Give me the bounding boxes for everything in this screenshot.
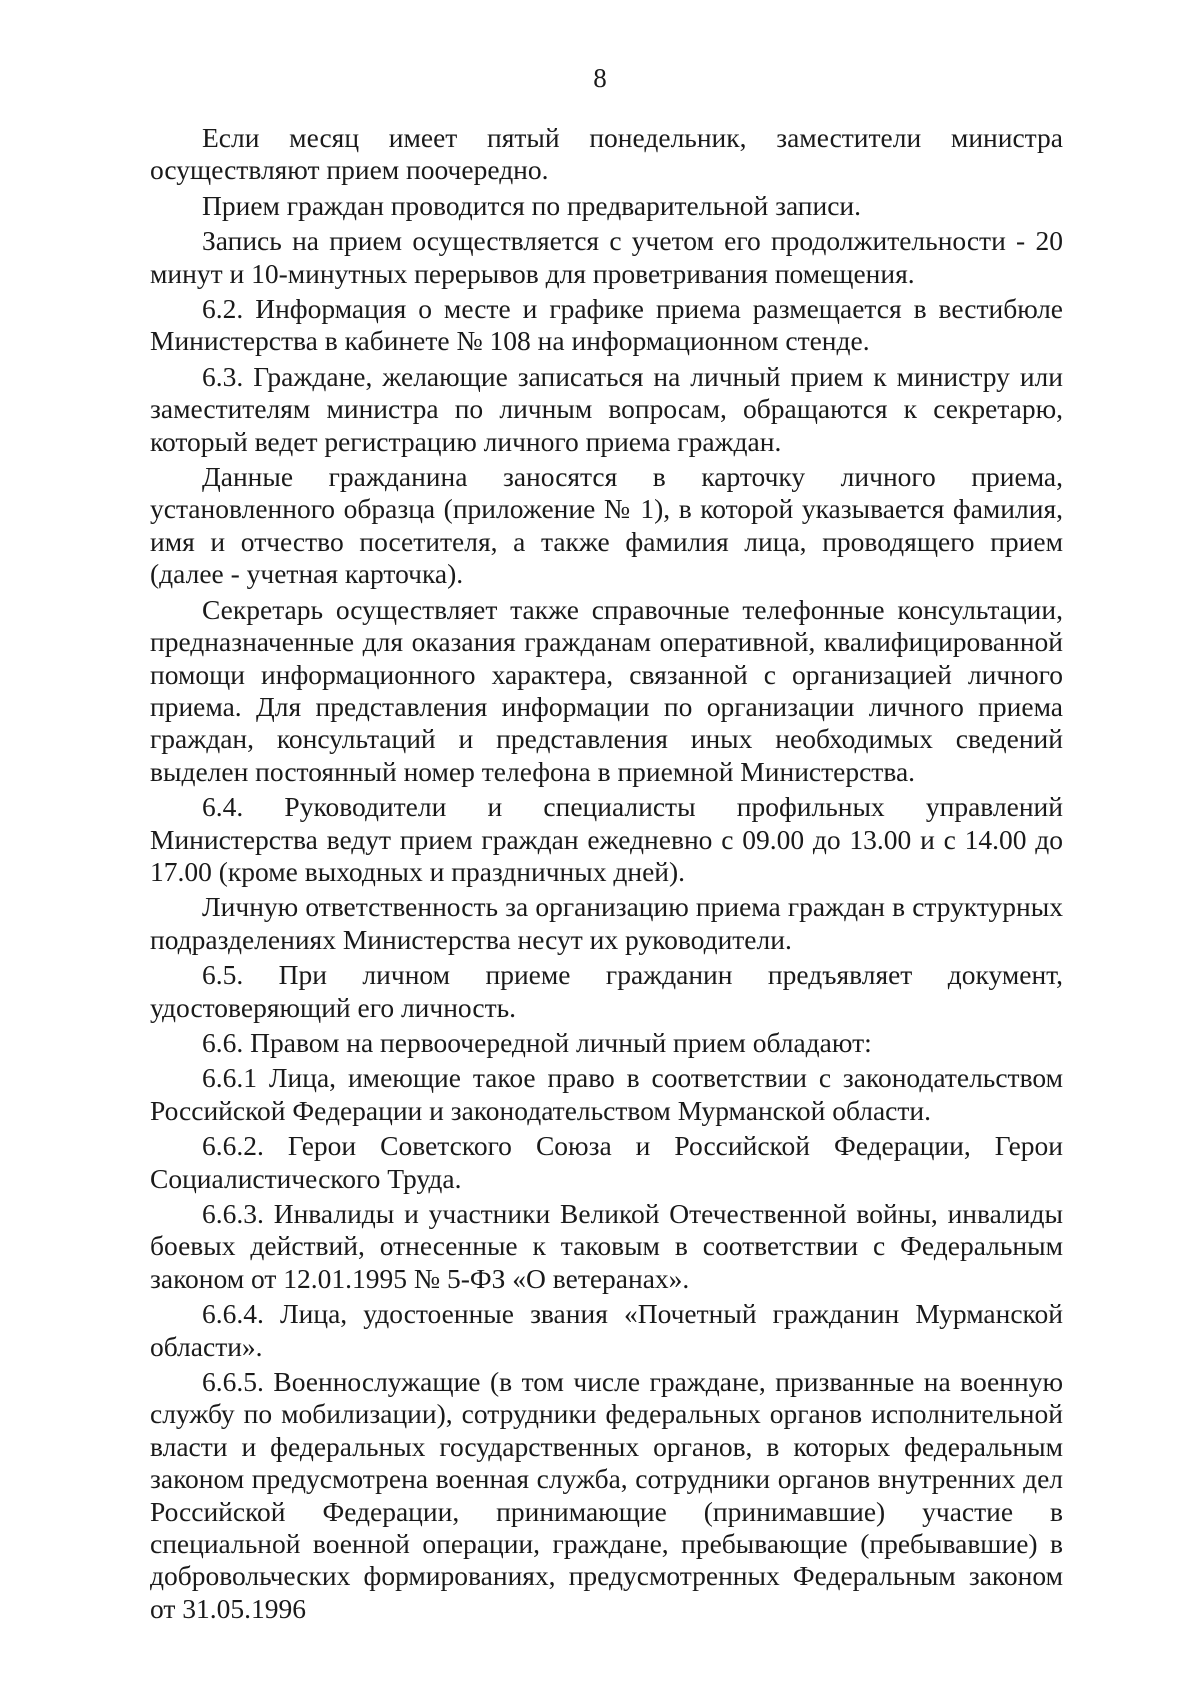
paragraph: 6.6.3. Инвалиды и участники Великой Отечественной войны, инвалиды боевых действий, отнесенные к таковым в соответствии с Федеральным законом от 12.01.1995 № 5-ФЗ «О ветеранах». xyxy=(150,1198,1063,1294)
paragraph: 6.6.1 Лица, имеющие такое право в соответствии с законодательством Российской Федерации и законодательством Мурманской области. xyxy=(150,1062,1063,1126)
paragraph: 6.6. Правом на первоочередной личный прием обладают: xyxy=(202,1026,872,1058)
paragraph: 6.3. Граждане, желающие записаться на личный прием к министру или заместителям министра по личным вопросам, обращаются к секретарю, который ведет регистрацию личного приема граждан. xyxy=(150,360,1063,457)
paragraph: Личную ответственность за организацию приема граждан в структурных подразделениях Министерства несут их руководители. xyxy=(150,891,1063,955)
paragraph: Если месяц имеет пятый понедельник, заместители министра осуществляют прием поочередно. xyxy=(150,122,1063,186)
paragraph: 6.6.5. Военнослужащие (в том числе граждане, призванные на военную службу по мобилизации), сотрудники федеральных органов исполнительной власти и федеральных государственных органов, в которых федеральным законом предусмотрена военная служба, сотрудники органов внутренних дел Российской Федерации, принимающие (принимавшие) участие в специальной военной операции, граждане, пребывающие (пребывавшие) в добровольческих формированиях, предусмотренных Федеральным законом от 31.05.1996 xyxy=(150,1366,1063,1624)
paragraph: Запись на прием осуществляется с учетом его продолжительности - 20 минут и 10-минутных перерывов для проветривания помещения. xyxy=(150,225,1063,289)
paragraph: 6.6.4. Лица, удостоенные звания «Почетный гражданин Мурманской области». xyxy=(150,1298,1063,1362)
paragraph: 6.5. При личном приеме гражданин предъявляет документ, удостоверяющий его личность. xyxy=(150,959,1063,1023)
page-number: 8 xyxy=(593,63,607,93)
document-body xyxy=(150,122,1063,1628)
paragraph: Данные гражданина заносятся в карточку личного приема, установленного образца (приложение № 1), в которой указывается фамилия, имя и отчество посетителя, а также фамилия лица, проводящего прием (далее - учетная карточка). xyxy=(150,461,1063,590)
paragraph: Прием граждан проводится по предварительной записи. xyxy=(202,189,862,221)
paragraph: 6.6.2. Герои Советского Союза и Российской Федерации, Герои Социалистического Труда. xyxy=(150,1130,1063,1194)
paragraph: Секретарь осуществляет также справочные телефонные консультации, предназначенные для оказания гражданам оперативной, квалифицированной помощи информационного характера, связанной с организацией личного приема. Для представления информации по организации личного приема граждан, консультаций и представления иных необходимых сведений выделен постоянный номер телефона в приемной Министерства. xyxy=(150,593,1063,787)
paragraph: 6.2. Информация о месте и графике приема размещается в вестибюле Министерства в кабинете № 108 на информационном стенде. xyxy=(150,293,1063,357)
paragraph: 6.4. Руководители и специалисты профильных управлений Министерства ведут прием граждан ежедневно с 09.00 до 13.00 и с 14.00 до 17.00 (кроме выходных и праздничных дней). xyxy=(150,791,1063,887)
